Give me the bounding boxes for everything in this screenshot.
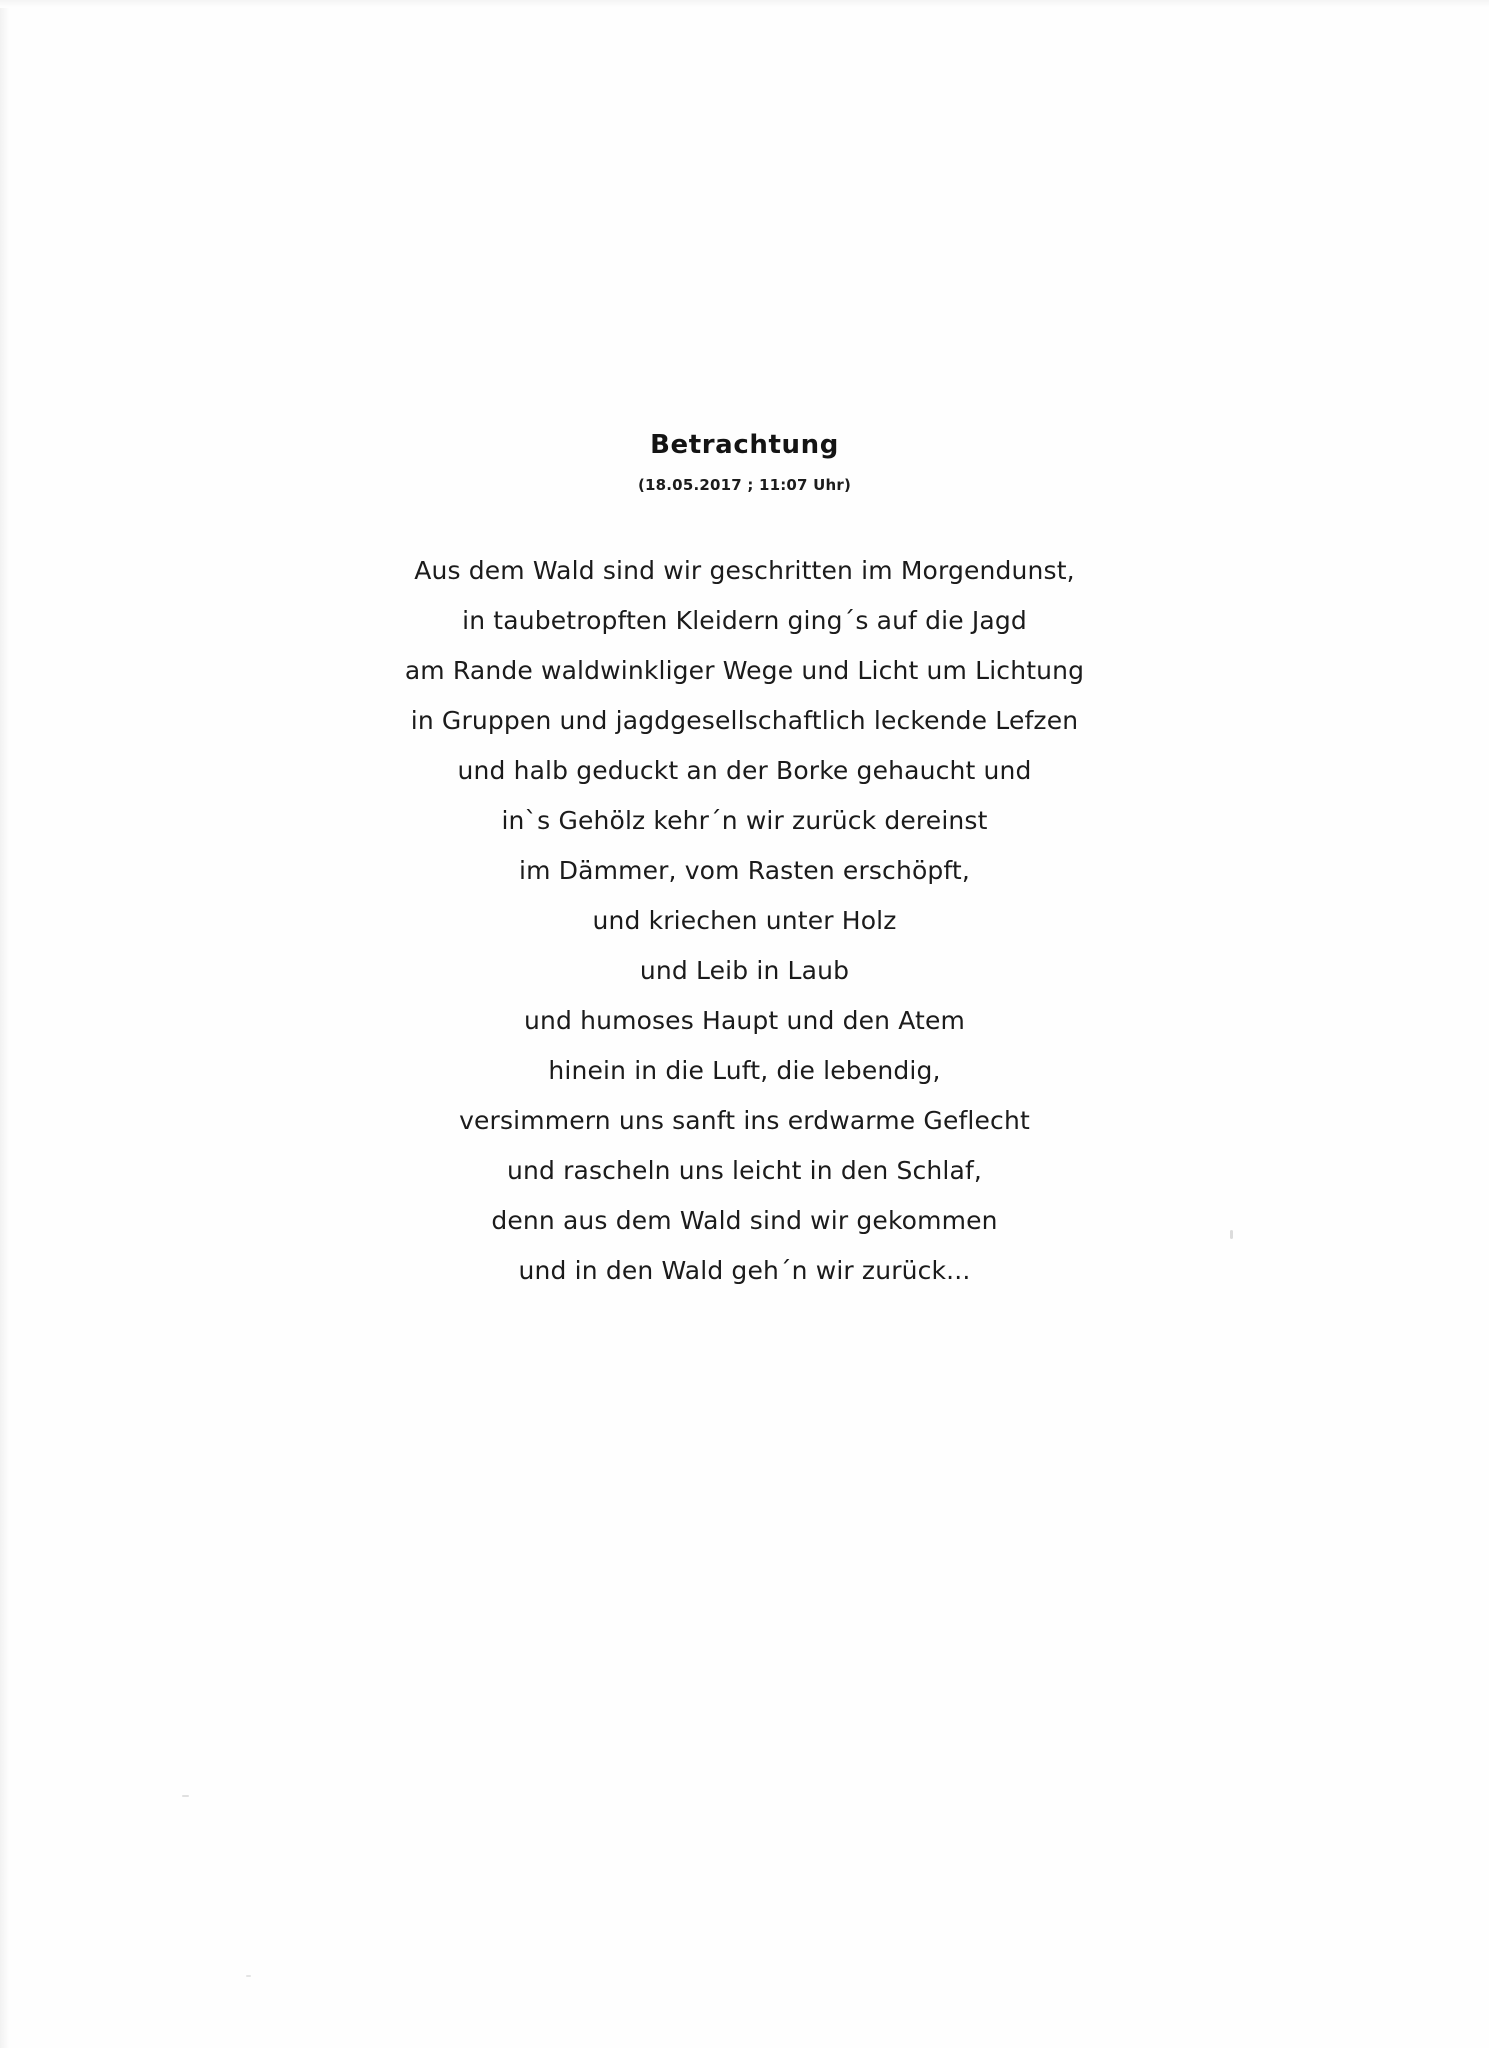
poem-line: und rascheln uns leicht in den Schlaf, [506, 1156, 983, 1185]
poem-line: hinein in die Luft, die lebendig, [548, 1056, 941, 1085]
poem-line: in taubetropften Kleidern ging´s auf die Jagd [462, 606, 1027, 635]
document-datestamp: (18.05.2017 ; 11:07 Uhr) [637, 476, 852, 494]
poem-line: und in den Wald geh´n wir zurück... [518, 1256, 971, 1285]
poem-body [0, 546, 1489, 1296]
poem-line: versimmern uns sanft ins erdwarme Geflecht [459, 1106, 1030, 1135]
poem-line: und halb geduckt an der Borke gehaucht und [457, 756, 1032, 785]
poem-line: und Leib in Laub [639, 956, 850, 985]
poem-line: denn aus dem Wald sind wir gekommen [491, 1206, 998, 1235]
poem-line: in`s Gehölz kehr´n wir zurück dereinst [501, 806, 988, 835]
poem-line: und humoses Haupt und den Atem [523, 1006, 966, 1035]
poem-line: und kriechen unter Holz [592, 906, 897, 935]
scan-speck [246, 1975, 251, 1977]
page-title: Betrachtung [650, 430, 839, 460]
poem-line: Aus dem Wald sind wir geschritten im Morgendunst, [414, 556, 1075, 585]
poem-line: im Dämmer, vom Rasten erschöpft, [519, 856, 970, 885]
poem-line: am Rande waldwinkliger Wege und Licht um Lichtung [404, 656, 1085, 685]
poem-line: in Gruppen und jagdgesellschaftlich leckende Lefzen [410, 706, 1079, 735]
scan-speck [182, 1795, 189, 1797]
